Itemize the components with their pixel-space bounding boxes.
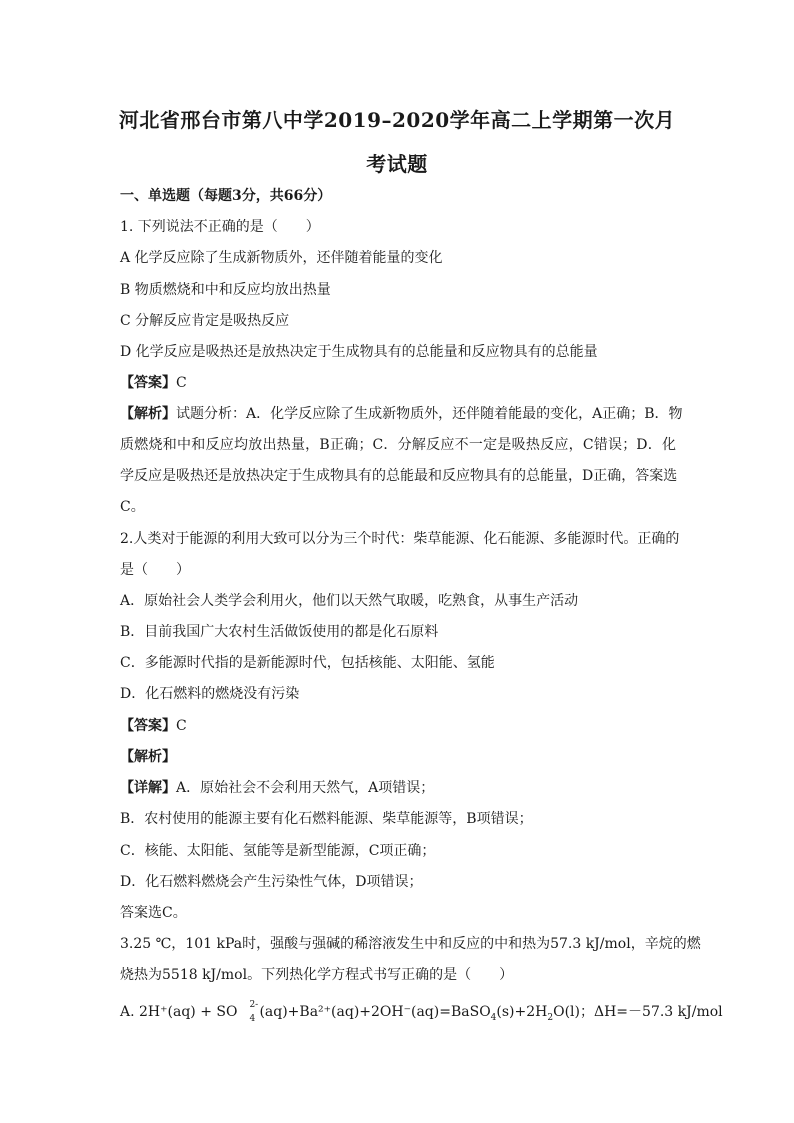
q2-stem-line-1: 2.人类对于能源的利用大致可以分为三个时代：柴草能源、化石能源、多能源时代。正确的 (120, 531, 680, 547)
q1-analysis-text-1: 试题分析：A．化学反应除了生成新物质外，还伴随着能最的变化，A正确；B．物 (176, 406, 683, 422)
q2-analysis-label: 【解析】 (120, 749, 176, 765)
q1-answer-value: C (176, 375, 187, 391)
document-title-line-1: 河北省邢台市第八中学2019–2020学年高二上学期第一次月 (118, 108, 676, 132)
section-heading: 一、单选题（每题3分，共66分） (120, 188, 332, 204)
q1-analysis-line-4: C。 (120, 499, 145, 515)
q2-detail-line-4: D．化石燃料燃烧会产生污染性气体，D项错误； (120, 874, 423, 890)
q2-conclusion: 答案选C。 (120, 905, 187, 921)
q3-option-a-prefix: A. 2H⁺(aq) + SO (120, 1004, 238, 1020)
q3-stem-line-2: 烧热为5518 kJ/mol。下列热化学方程式书写正确的是（ ） (120, 967, 514, 983)
q1-option-a: A 化学反应除了生成新物质外，还伴随着能量的变化 (120, 250, 443, 266)
q1-option-d: D 化学反应是吸热还是放热决定于生成物具有的总能量和反应物具有的总能量 (120, 344, 598, 360)
q2-option-d: D．化石燃料的燃烧没有污染 (120, 686, 300, 702)
q2-detail-line-2: B．农村使用的能源主要有化石燃料能源、柴草能源等，B项错误； (120, 811, 533, 827)
q2-option-a: A．原始社会人类学会利用火，他们以天然气取暖，吃熟食，从事生产活动 (120, 593, 579, 609)
q1-analysis-line-2: 质燃烧和中和反应均放出热量，B正确；C．分解反应不一定是吸热反应，C错误；D．化 (120, 437, 676, 453)
q2-detail-label: 【详解】 (120, 780, 176, 796)
h2o-subscript: 2 (547, 1012, 554, 1023)
baso4-subscript: 4 (490, 1012, 497, 1023)
q1-stem: 1. 下列说法不正确的是（ ） (120, 219, 320, 235)
q1-option-c: C 分解反应肯定是吸热反应 (120, 313, 290, 329)
sulfate-charge: 2- (249, 1000, 259, 1010)
q2-detail-text-1: A．原始社会不会利用天然气，A项错误； (176, 780, 435, 796)
q2-answer (120, 717, 187, 735)
q3-option-a-suffix: O(l)；ΔH=－57.3 kJ/mol (553, 1004, 723, 1020)
q2-detail-line-3: C．核能、太阳能、氢能等是新型能源，C项正确； (120, 843, 436, 859)
sulfate-subscript: 4 (249, 1014, 256, 1024)
q1-answer (120, 374, 187, 392)
q3-option-a-middle: (aq)+Ba²⁺(aq)+2OH⁻(aq)=BaSO (259, 1004, 491, 1020)
q2-option-c: C．多能源时代指的是新能源时代，包括核能、太阳能、氢能 (120, 655, 495, 671)
sulfate-ion-notation (237, 1000, 259, 1024)
q2-stem-line-2: 是（ ） (120, 562, 190, 578)
q1-option-b: B 物质燃烧和中和反应均放出热量 (120, 282, 331, 298)
q1-analysis-line-3: 学反应是吸热还是放热决定于生成物具有的总能最和反应物具有的总能量，D正确，答案选 (120, 468, 678, 484)
q1-analysis-label: 【解析】 (120, 406, 176, 422)
q1-answer-label: 【答案】 (120, 375, 176, 391)
q1-analysis-line-1 (120, 405, 683, 423)
q2-answer-label: 【答案】 (120, 718, 176, 734)
q2-answer-value: C (176, 718, 187, 734)
document-title-line-2: 考试题 (366, 152, 428, 176)
q3-stem-line-1: 3.25 ℃，101 kPa时，强酸与强碱的稀溶液发生中和反应的中和热为57.3 kJ/mol，辛烷的燃 (120, 936, 701, 952)
q2-detail-line-1 (120, 779, 434, 797)
q3-option-a (120, 1000, 723, 1024)
q2-option-b: B．目前我国广大农村生活做饭使用的都是化石原料 (120, 624, 439, 640)
q3-option-a-after-baso4: (s)+2H (496, 1004, 548, 1020)
